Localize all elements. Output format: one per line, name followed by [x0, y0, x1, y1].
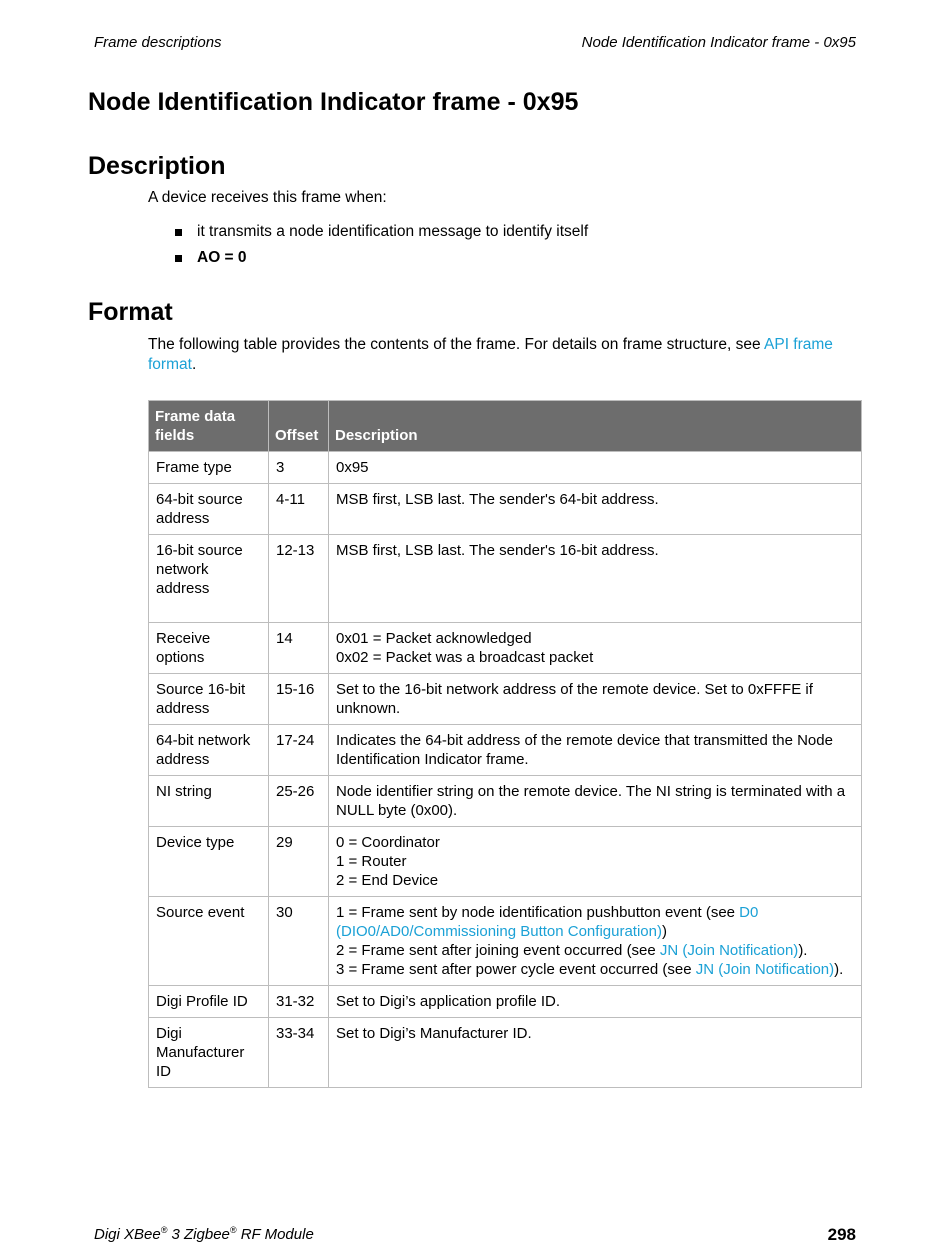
cell-field-name: 64-bit network address	[149, 725, 269, 776]
description-text: 2 = Frame sent after joining event occurred (see	[336, 942, 660, 959]
cell-field-name: Device type	[149, 827, 269, 897]
api-frame-format-link[interactable]: API frame format	[148, 336, 833, 373]
format-heading: Format	[88, 298, 173, 326]
cross-reference-link[interactable]: JN (Join Notification)	[659, 942, 799, 959]
footer-product-part: RF Module	[236, 1226, 314, 1243]
cell-field-name: 16-bit source network address	[149, 535, 269, 623]
column-header-offset: Offset	[269, 401, 329, 452]
table-row	[149, 1018, 862, 1088]
cell-field-name: Source 16-bit address	[149, 674, 269, 725]
description-line	[336, 903, 855, 941]
description-line: MSB first, LSB last. The sender's 64-bit address.	[336, 491, 659, 508]
footer-product-name	[94, 1225, 314, 1243]
description-line	[336, 941, 855, 960]
cell-description	[329, 827, 862, 897]
description-line: Set to the 16-bit network address of the remote device. Set to 0xFFFE if unknown.	[336, 681, 813, 717]
column-header-fields: Frame data fields	[149, 401, 269, 452]
cell-description	[329, 674, 862, 725]
cross-reference-link[interactable]: JN (Join Notification)	[695, 961, 835, 978]
page-number: 298	[827, 1225, 856, 1244]
table-body	[149, 452, 862, 1088]
cell-offset: 3	[269, 452, 329, 484]
cell-offset: 4-11	[269, 484, 329, 535]
description-line: Indicates the 64-bit address of the remote device that transmitted the Node Identification Indicator frame.	[336, 732, 833, 768]
running-header-topic: Node Identification Indicator frame - 0x95	[581, 34, 856, 51]
cell-field-name: NI string	[149, 776, 269, 827]
footer-product-part: Digi XBee	[94, 1226, 161, 1243]
cell-field-name: Digi Profile ID	[149, 986, 269, 1018]
registered-mark: ®	[229, 1225, 237, 1235]
description-line: 0x01 = Packet acknowledged	[336, 630, 532, 647]
description-line: 0x02 = Packet was a broadcast packet	[336, 649, 594, 666]
cell-description	[329, 986, 862, 1018]
column-header-description: Description	[329, 401, 862, 452]
cross-reference-link[interactable]: D0 (DIO0/AD0/Commissioning Button Configuration)	[336, 904, 759, 940]
description-line: Node identifier string on the remote device. The NI string is terminated with a NULL byte (0x00).	[336, 783, 846, 819]
table-row	[149, 776, 862, 827]
table-row	[149, 535, 862, 623]
description-line	[336, 960, 855, 979]
cell-description	[329, 623, 862, 674]
table-header-row	[149, 401, 862, 452]
description-intro: A device receives this frame when:	[148, 189, 387, 206]
description-line: 0x95	[336, 459, 369, 476]
table-row	[149, 674, 862, 725]
description-line: Set to Digi’s Manufacturer ID.	[336, 1025, 532, 1042]
description-text: ).	[834, 961, 844, 978]
format-intro-text: The following table provides the contents of the frame. For details on frame structure, see	[148, 336, 765, 353]
description-text: 3 = Frame sent after power cycle event occurred (see	[336, 961, 696, 978]
cell-description	[329, 776, 862, 827]
cell-field-name: Digi Manufacturer ID	[149, 1018, 269, 1088]
description-text: 1 = Frame sent by node identification pushbutton event (see	[336, 904, 740, 921]
bullet-item	[175, 222, 588, 248]
cell-description	[329, 897, 862, 986]
description-bullet-list	[175, 222, 588, 274]
description-heading: Description	[88, 152, 226, 180]
bullet-item	[175, 248, 588, 274]
cell-description	[329, 484, 862, 535]
description-text: ).	[798, 942, 808, 959]
running-header-section: Frame descriptions	[94, 34, 222, 51]
cell-field-name: Source event	[149, 897, 269, 986]
cell-field-name: Frame type	[149, 452, 269, 484]
cell-offset: 15-16	[269, 674, 329, 725]
description-line: 2 = End Device	[336, 872, 439, 889]
cell-offset: 30	[269, 897, 329, 986]
page-title: Node Identification Indicator frame - 0x95	[88, 88, 579, 116]
frame-fields-table	[148, 400, 862, 1088]
cell-offset: 25-26	[269, 776, 329, 827]
cell-offset: 17-24	[269, 725, 329, 776]
description-text: )	[661, 923, 667, 940]
footer-product-part: 3 Zigbee	[167, 1226, 230, 1243]
cell-offset: 29	[269, 827, 329, 897]
cell-description	[329, 452, 862, 484]
registered-mark: ®	[160, 1225, 168, 1235]
cell-offset: 12-13	[269, 535, 329, 623]
table-row	[149, 827, 862, 897]
bullet-square-icon	[175, 255, 182, 262]
table-row	[149, 725, 862, 776]
cell-offset: 14	[269, 623, 329, 674]
cell-field-name: Receive options	[149, 623, 269, 674]
cell-offset: 31-32	[269, 986, 329, 1018]
bullet-text: AO = 0	[197, 249, 247, 266]
cell-field-name: 64-bit source address	[149, 484, 269, 535]
description-line: 0 = Coordinator	[336, 834, 440, 851]
format-intro-end: .	[191, 356, 197, 373]
cell-description	[329, 535, 862, 623]
table-row	[149, 897, 862, 986]
cell-offset: 33-34	[269, 1018, 329, 1088]
bullet-text: it transmits a node identification message to identify itself	[197, 223, 589, 240]
cell-description	[329, 725, 862, 776]
cell-description	[329, 1018, 862, 1088]
description-line: MSB first, LSB last. The sender's 16-bit address.	[336, 542, 659, 559]
table-row	[149, 986, 862, 1018]
table-row	[149, 484, 862, 535]
table-row	[149, 623, 862, 674]
bullet-square-icon	[175, 229, 182, 236]
description-line: Set to Digi’s application profile ID.	[336, 993, 561, 1010]
format-intro	[148, 335, 858, 375]
description-line: 1 = Router	[336, 853, 407, 870]
table-row	[149, 452, 862, 484]
